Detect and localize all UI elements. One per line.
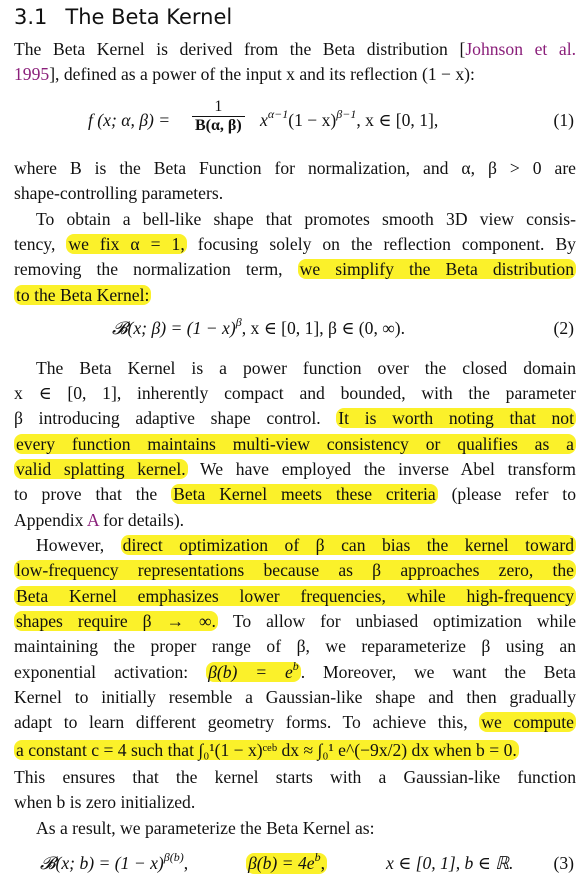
highlight: to the Beta Kernel: — [16, 285, 150, 305]
highlight: Beta Kernel meets these criteria — [173, 484, 436, 504]
highlight: Beta Kernel emphasizes lower frequencies, while high-frequency — [16, 586, 574, 606]
equation-3: 𝓑(x; $b) = (1 - x)^{\beta(b)}$, $\beta(b) = 4e^b$, x ∈ [0, 1], b ∈ ℝ. (3) — [40, 850, 574, 873]
equation-number: (2) — [553, 318, 574, 338]
p3-line-2: tency, we fix α = 1, focusing solely on the reflection component. By — [14, 234, 576, 254]
p6-line-1: As a result, we parameterize the Beta Kernel as: — [36, 818, 375, 838]
p5-line-7: Kernel to initially resemble a Gaussian-like shape and then gradually — [14, 687, 576, 707]
p5-line-9 — [14, 738, 576, 763]
p4-line-1: The Beta Kernel is a power function over the closed domain — [36, 358, 576, 378]
section-number: 3.1 — [14, 5, 48, 29]
highlight: It is worth noting that not — [338, 408, 574, 428]
p4-line-7: Appendix A for details). — [14, 510, 185, 530]
p2-line-2: shape-controlling parameters. — [14, 183, 224, 203]
highlight: every function maintains multi-view consistency or qualifies as a — [16, 434, 574, 454]
section-heading — [14, 5, 232, 29]
equation-number: (1) — [553, 110, 574, 130]
highlight: we compute — [481, 712, 574, 732]
appendix-link[interactable]: A — [86, 510, 99, 530]
highlight: direct optimization of β can bias the kernel toward — [122, 535, 574, 555]
p5-line-3 — [14, 584, 576, 609]
equation-number: (3) — [553, 853, 574, 873]
equation-2: 𝓑(x; $\beta) = (1 - x)^\beta$, x ∈ [0, 1], β ∈ (0, ∞). (2) — [112, 315, 574, 338]
highlight: $\beta(b) = 4e^b$, — [248, 850, 325, 873]
p5-line-5: maintaining the proper range of β, we reparameterize β using an — [14, 636, 576, 656]
p5-line-4: shapes require β → ∞. To allow for unbiased optimization while — [16, 611, 576, 631]
p3-line-1: To obtain a bell-like shape that promotes smooth 3D view consis- — [36, 209, 576, 229]
p5-line-2 — [14, 558, 576, 583]
p5-line-8: adapt to learn different geometry forms. To achieve this, we compute — [14, 712, 574, 732]
highlight: $\beta(b) = e^b$ — [208, 659, 299, 682]
highlight: we fix α = 1, — [68, 234, 185, 254]
p4-line-2: x ∈ [0, 1], inherently compact and bounded, with the parameter — [14, 383, 576, 403]
eq1-fraction: $\frac{1}{B(\alpha, \beta)}$ — [192, 98, 245, 135]
highlight: we simplify the Beta distribution — [299, 259, 574, 279]
p4-line-4 — [14, 432, 576, 457]
p4-line-5: valid splatting kernel. We have employed the inverse Abel transform — [16, 459, 576, 479]
citation-link[interactable]: Johnson et al. — [465, 39, 576, 59]
highlight: a constant c = 4 such that ∫₀¹(1 − x)ᶜᵉᵇ dx ≈ ∫₀¹ e^(−9x/2) dx when b = 0. — [16, 740, 517, 760]
highlight: low-frequency representations because as β approaches zero, the — [16, 560, 574, 580]
p1-line-2: 1995], defined as a power of the input x and its reflection (1 − x): — [14, 64, 475, 84]
p1-line-1: The Beta Kernel is derived from the Beta distribution [Johnson et al. — [14, 39, 576, 59]
highlight: valid splatting kernel. — [16, 459, 186, 479]
p4-line-6: to prove that the Beta Kernel meets these criteria (please refer to — [14, 484, 576, 504]
p2-line-1: where B is the Beta Function for normalization, and α, β > 0 are — [14, 158, 576, 178]
section-title: The Beta Kernel — [65, 5, 233, 29]
citation-year-link[interactable]: 1995 — [14, 64, 50, 84]
p5-line-11: when b is zero initialized. — [14, 792, 196, 812]
p3-line-4 — [14, 283, 576, 308]
p3-line-3: removing the normalization term, we simplify the Beta distribution — [14, 259, 574, 279]
highlight: shapes require β → ∞. — [16, 611, 216, 631]
p5-line-6: exponential activation: $\beta(b) = e^b$ . Moreover, we want the Beta — [14, 659, 576, 682]
equation-1: f (x; α, β) = $\frac{1}{B(\alpha, \beta)}$ $x^{\alpha-1}(1 - x)^{\beta-1}$, x ∈ [0, 1], (1) — [88, 98, 574, 134]
p5-line-10: This ensures that the kernel starts with a Gaussian-like function — [14, 767, 576, 787]
p5-line-1: However, direct optimization of β can bias the kernel toward — [36, 535, 574, 555]
p4-line-3: β introducing adaptive shape control. It is worth noting that not — [14, 408, 574, 428]
